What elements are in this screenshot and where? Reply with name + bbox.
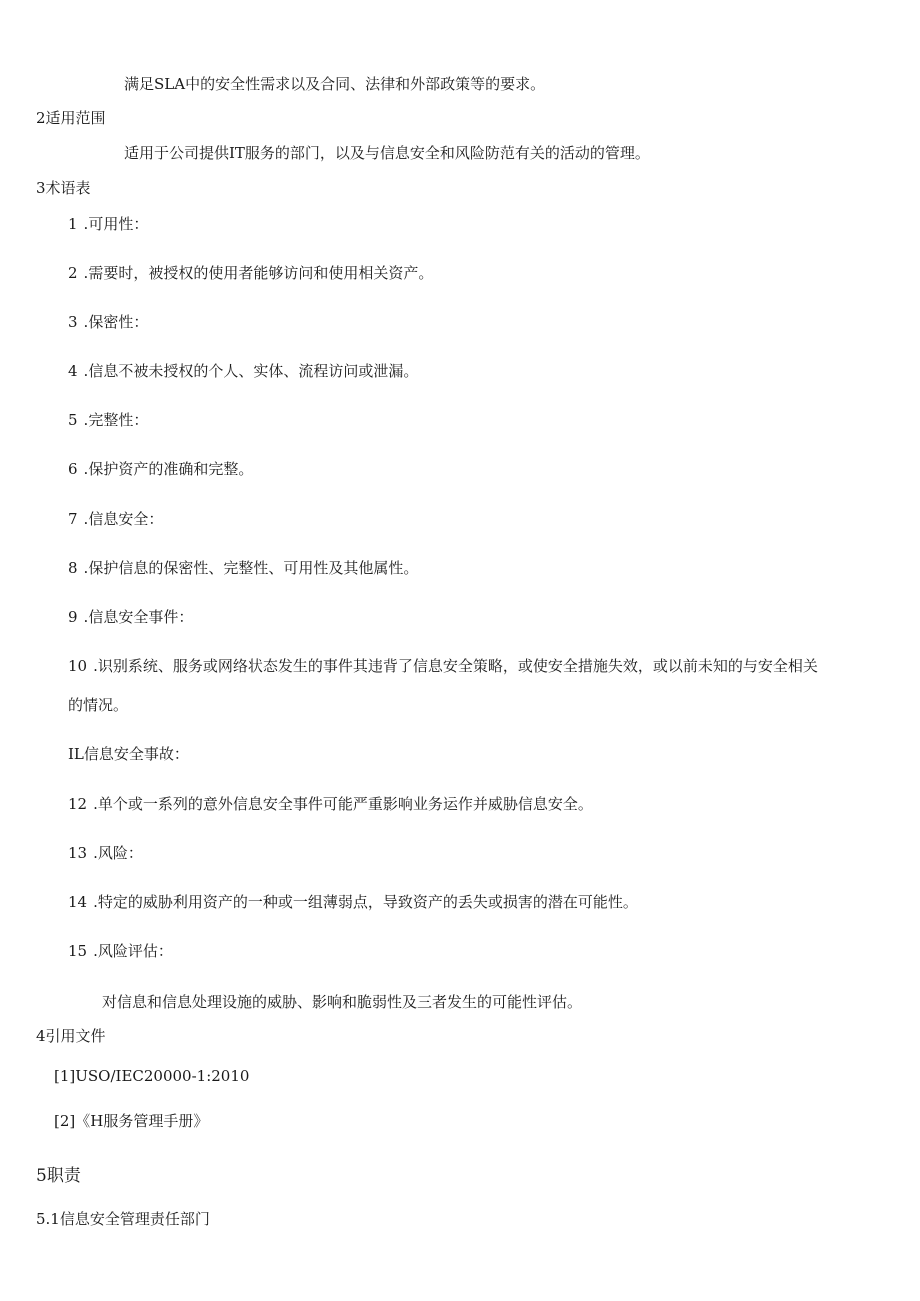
section-4-heading: 4引用文件 — [36, 1027, 106, 1045]
term-item-10-continuation — [68, 695, 128, 715]
term-text: .需要时，被授权的使用者能够访问和使用相关资产。 — [83, 264, 434, 282]
reference-1: [1]USO/IEC20000-1:2010 — [54, 1067, 250, 1085]
term-item-12 — [68, 794, 593, 814]
term-text: .风险： — [93, 844, 143, 862]
term-text: IL信息安全事故： — [68, 745, 189, 763]
term-number: 15 — [68, 942, 88, 960]
term-item-15 — [68, 941, 173, 961]
term-item-3 — [68, 312, 148, 332]
term-number: 7 — [68, 510, 78, 528]
intro-continuation: 满足SLA中的安全性需求以及合同、法律和外部政策等的要求。 — [124, 75, 546, 93]
term-text: .特定的威胁利用资产的一种或一组薄弱点，导致资产的丢失或损害的潜在可能性。 — [93, 893, 638, 911]
term-text: .保护资产的准确和完整。 — [83, 460, 254, 478]
term-number: 4 — [68, 362, 78, 380]
term-text: .单个或一系列的意外信息安全事件可能严重影响业务运作并威胁信息安全。 — [93, 795, 593, 813]
term-number: 10 — [68, 657, 88, 675]
term-number: 8 — [68, 559, 78, 577]
term-item-9 — [68, 607, 193, 627]
section-5-heading: 5职责 — [36, 1166, 81, 1186]
term-number: 3 — [68, 313, 78, 331]
term-text: .完整性： — [83, 411, 149, 429]
term-text: 的情况。 — [68, 696, 129, 714]
reference-2: [2]《H服务管理手册》 — [54, 1112, 209, 1130]
term-number: 1 — [68, 215, 78, 233]
term-text: .可用性： — [83, 215, 149, 233]
term-item-8 — [68, 558, 418, 578]
term-text: .信息不被未授权的个人、实体、流程访问或泄漏。 — [83, 362, 419, 380]
term-closing: 对信息和信息处理设施的威胁、影响和脆弱性及三者发生的可能性评估。 — [102, 993, 583, 1011]
term-text: .信息安全事件： — [83, 608, 194, 626]
term-item-2 — [68, 263, 433, 283]
section-2-body: 适用于公司提供IT服务的部门，以及与信息安全和风险防范有关的活动的管理。 — [124, 144, 650, 162]
term-text: .保密性： — [83, 313, 149, 331]
term-text: .信息安全： — [83, 510, 164, 528]
term-number: 14 — [68, 893, 88, 911]
term-number: 9 — [68, 608, 78, 626]
term-item-13 — [68, 843, 143, 863]
term-item-11 — [68, 744, 189, 764]
term-text: .风险评估： — [93, 942, 173, 960]
term-text: .保护信息的保密性、完整性、可用性及其他属性。 — [83, 559, 419, 577]
term-item-1 — [68, 214, 148, 234]
term-text: .识别系统、服务或网络状态发生的事件其违背了信息安全策略，或使安全措施失效，或以前未知的与安全相关 — [93, 657, 818, 675]
term-number: 12 — [68, 795, 88, 813]
term-number: 13 — [68, 844, 88, 862]
term-number: 6 — [68, 460, 78, 478]
term-item-5 — [68, 410, 148, 430]
section-2-heading: 2适用范围 — [36, 109, 106, 127]
term-item-4 — [68, 361, 418, 381]
section-3-heading: 3术语表 — [36, 179, 91, 197]
term-item-6 — [68, 459, 253, 479]
term-item-14 — [68, 892, 638, 912]
term-item-10 — [68, 656, 818, 676]
term-item-7 — [68, 509, 163, 529]
term-number: 5 — [68, 411, 78, 429]
section-5-1-heading: 5.1信息安全管理责任部门 — [36, 1210, 210, 1228]
term-number: 2 — [68, 264, 78, 282]
